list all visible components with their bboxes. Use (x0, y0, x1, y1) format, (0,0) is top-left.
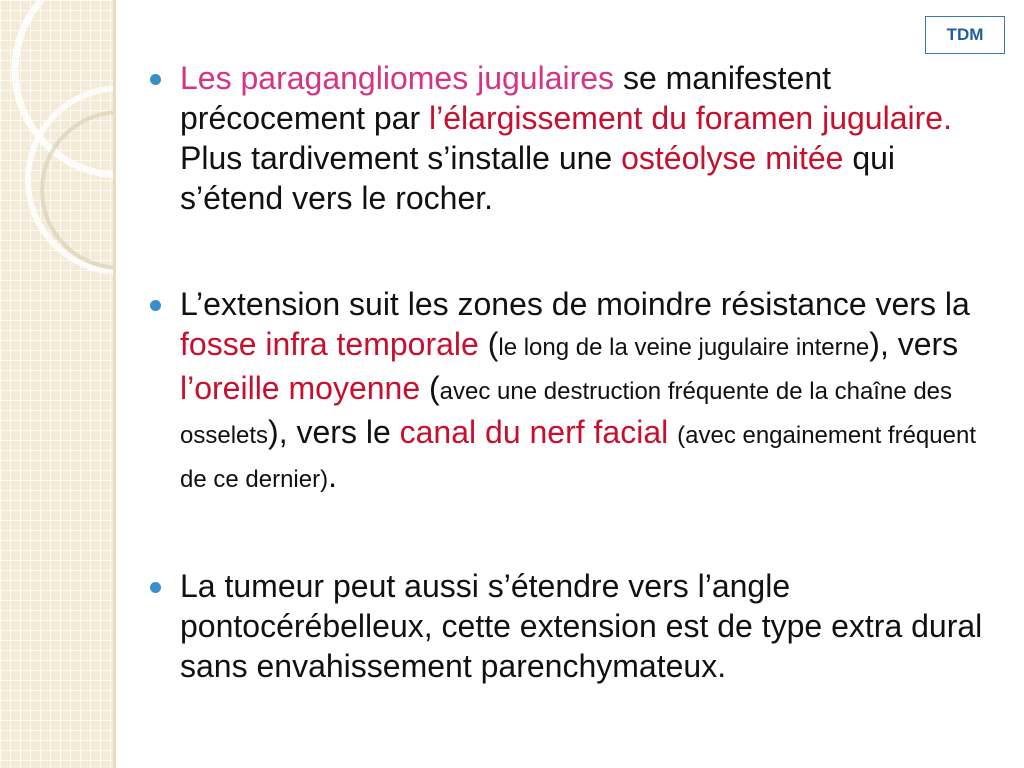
bullet-text: ), vers (869, 326, 959, 362)
highlight-fosse: fosse infra temporale (180, 326, 479, 362)
highlight-osteolyse: ostéolyse mitée (621, 140, 844, 176)
bullet-note: le long de la veine jugulaire interne (498, 334, 870, 361)
highlight-paragangliomes: Les paragangliomes jugulaires (180, 60, 615, 96)
highlight-oreille: l’oreille moyenne (180, 370, 421, 406)
bullet-item-3 (150, 566, 990, 686)
side-panel-edge (113, 0, 116, 768)
bullet-item-1 (150, 58, 990, 218)
bullet-text (668, 414, 677, 450)
bullet-text: ), vers le (268, 414, 400, 450)
bullet-dot-icon (150, 582, 161, 593)
bullet-text: La tumeur peut aussi s’étendre vers l’angle pontocérébelleux, cette extension est de type extra dural sans envahissement parenchymateux. (180, 568, 983, 684)
bullet-text: qui s’étend vers le rocher. (180, 140, 896, 216)
bullet-text: L’extension suit les zones de moindre résistance vers la (180, 286, 970, 322)
bullet-text: ( (420, 370, 440, 406)
bullet-note: avec une destruction fréquente de la chaîne des osselets (180, 378, 953, 449)
bullet-dot-icon (150, 74, 161, 85)
decorative-circles (0, 0, 114, 768)
bullet-text: ( (478, 326, 499, 362)
bullet-dot-icon (150, 300, 161, 311)
bullet-text: se manifestent précocement par (180, 60, 832, 136)
highlight-canal: canal du nerf facial (399, 414, 669, 450)
bullet-text: . (328, 458, 337, 494)
decorative-side-panel (0, 0, 114, 768)
bullet-note: (avec engainement fréquent de ce dernier) (180, 422, 976, 493)
slide-content (150, 58, 990, 752)
bullet-text: Plus tardivement s’installe une (180, 140, 622, 176)
highlight-foramen: l’élargissement du foramen jugulaire. (429, 100, 952, 136)
bullet-item-2 (150, 284, 990, 500)
tdm-button[interactable]: TDM (925, 16, 1005, 54)
